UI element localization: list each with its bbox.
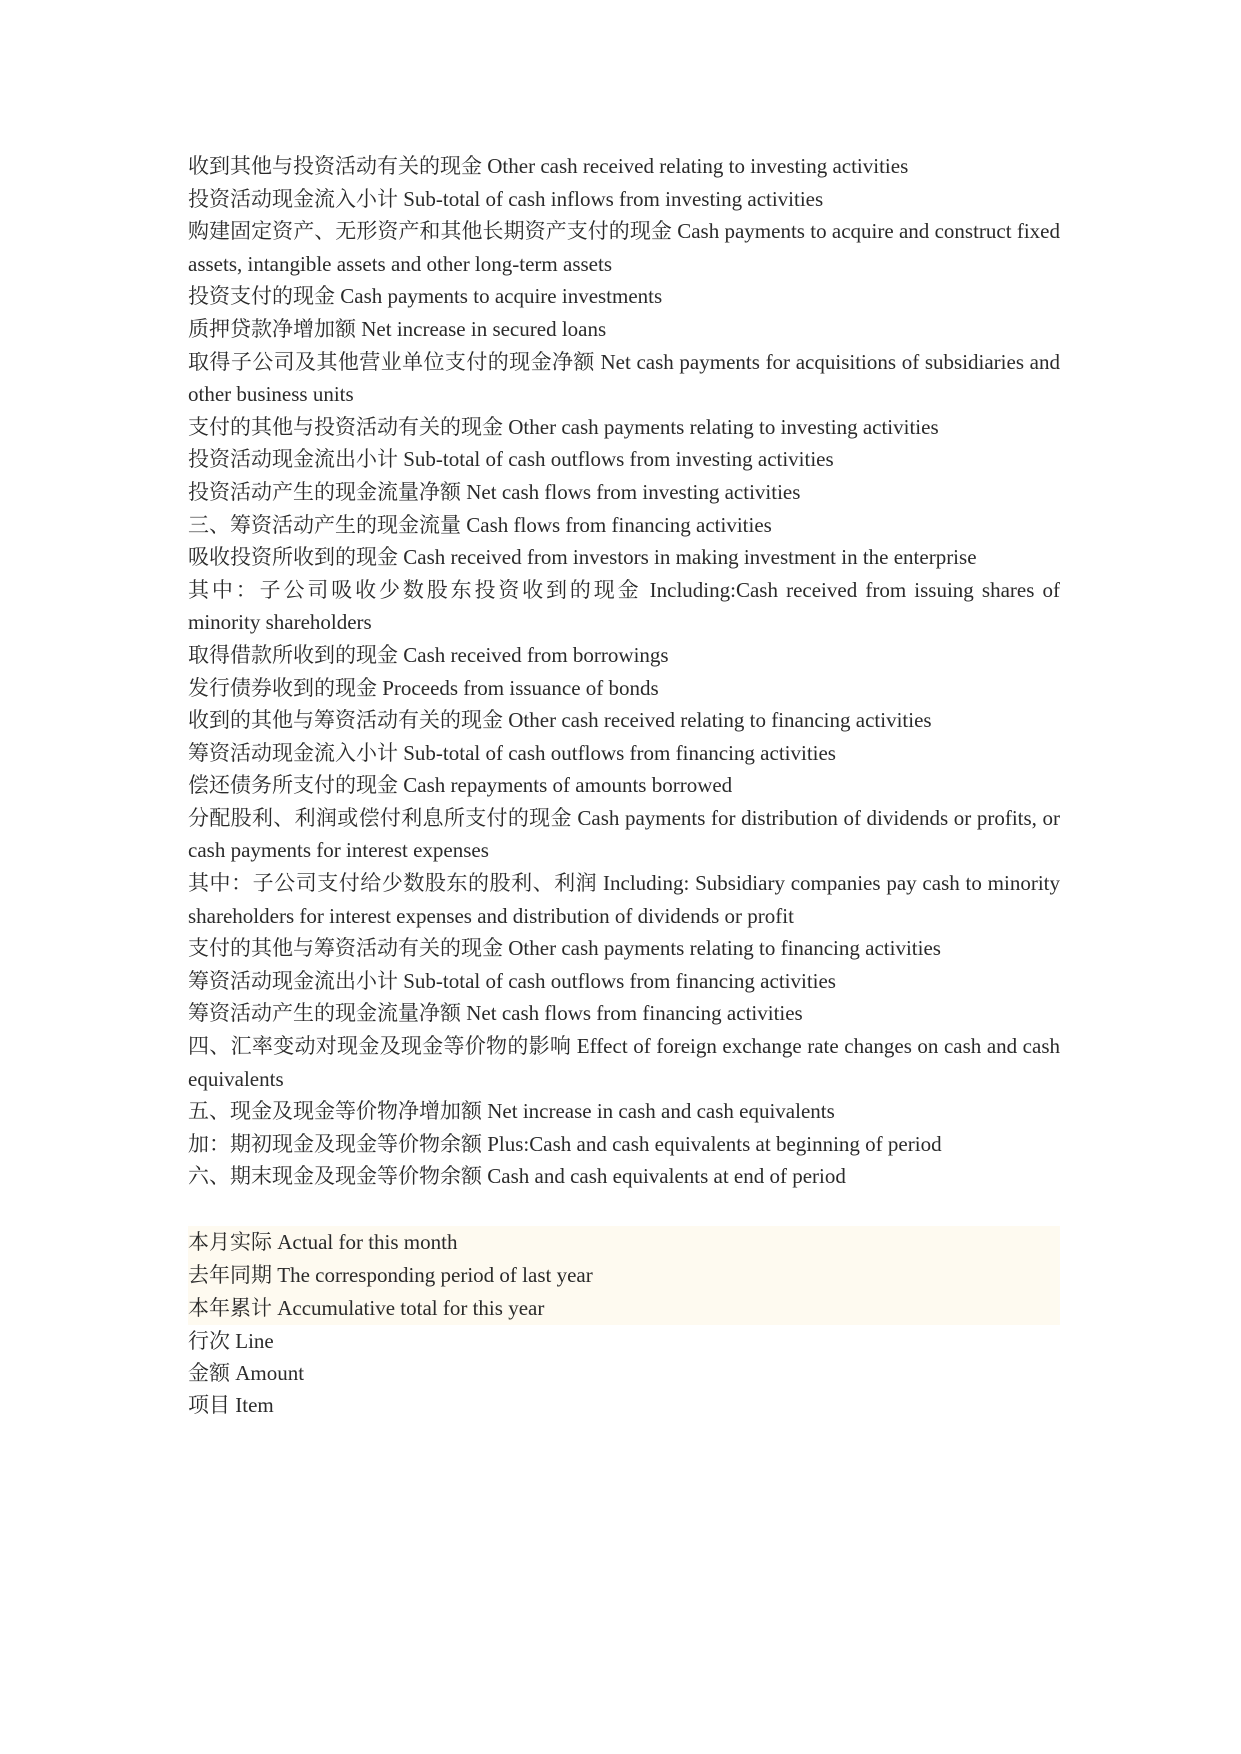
line-item: 偿还债务所支付的现金 Cash repayments of amounts borrowed <box>188 773 733 798</box>
line-item: 支付的其他与筹资活动有关的现金 Other cash payments relating to financing activities <box>188 936 941 961</box>
line-item: 投资活动现金流入小计 Sub-total of cash inflows from investing activities <box>188 186 824 211</box>
column-header-ytd: 本年累计 Accumulative total for this year <box>188 1296 545 1320</box>
line-item: 加：期初现金及现金等价物余额 Plus:Cash and cash equivalents at beginning of period <box>188 1131 942 1156</box>
line-item: 购建固定资产、无形资产和其他长期资产支付的现金 Cash payments to acquire and construct fixed assets, intangible assets and other long-term assets <box>188 219 1060 276</box>
header-item: 项目 Item <box>188 1393 274 1418</box>
line-item: 其中：子公司支付给少数股东的股利、利润 Including: Subsidiary companies pay cash to minority shareholders for interest expenses and distribution of dividends or profit <box>188 871 1060 928</box>
line-item: 吸收投资所收到的现金 Cash received from investors in making investment in the enterprise <box>188 545 977 570</box>
header-line: 行次 Line <box>188 1329 274 1353</box>
section-heading: 三、筹资活动产生的现金流量 Cash flows from financing activities <box>188 512 772 537</box>
line-item: 分配股利、利润或偿付利息所支付的现金 Cash payments for distribution of dividends or profits, or cash payments for interest expenses <box>188 805 1060 863</box>
line-item: 质押贷款净增加额 Net increase in secured loans <box>188 316 607 341</box>
line-item: 收到其他与投资活动有关的现金 Other cash received relating to investing activities <box>188 154 909 178</box>
column-header-actual: 本月实际 Actual for this month <box>188 1230 458 1254</box>
line-item: 筹资活动产生的现金流量净额 Net cash flows from financing activities <box>188 1001 803 1026</box>
line-item: 筹资活动现金流出小计 Sub-total of cash outflows from financing activities <box>188 968 836 993</box>
line-item: 其中：子公司吸收少数股东投资收到的现金 Including:Cash received from issuing shares of minority shareholders <box>188 577 1060 635</box>
spacer <box>188 1193 1060 1226</box>
line-item: 筹资活动现金流入小计 Sub-total of cash outflows from financing activities <box>188 740 836 765</box>
column-header-last-year: 去年同期 The corresponding period of last year <box>188 1263 593 1287</box>
table-header-labels <box>188 1325 1060 1422</box>
header-amount: 金额 Amount <box>188 1361 305 1386</box>
line-item: 投资活动产生的现金流量净额 Net cash flows from investing activities <box>188 479 801 504</box>
line-item: 取得子公司及其他营业单位支付的现金净额 Net cash payments for acquisitions of subsidiaries and other business units <box>188 349 1060 407</box>
line-item: 发行债券收到的现金 Proceeds from issuance of bonds <box>188 675 659 700</box>
line-item: 收到的其他与筹资活动有关的现金 Other cash received relating to financing activities <box>188 708 932 733</box>
section-heading: 六、期末现金及现金等价物余额 Cash and cash equivalents at end of period <box>188 1164 846 1189</box>
cash-flow-line-list <box>188 150 1060 1193</box>
line-item: 投资活动现金流出小计 Sub-total of cash outflows from investing activities <box>188 447 834 472</box>
section-heading: 五、现金及现金等价物净增加额 Net increase in cash and cash equivalents <box>188 1099 835 1124</box>
section-heading: 四、汇率变动对现金及现金等价物的影响 Effect of foreign exchange rate changes on cash and cash equivalents <box>188 1034 1060 1091</box>
line-item: 投资支付的现金 Cash payments to acquire investments <box>188 284 663 309</box>
period-column-headers <box>188 1226 1060 1325</box>
line-item: 取得借款所收到的现金 Cash received from borrowings <box>188 642 669 667</box>
document-page <box>188 150 1060 1422</box>
line-item: 支付的其他与投资活动有关的现金 Other cash payments relating to investing activities <box>188 414 939 439</box>
